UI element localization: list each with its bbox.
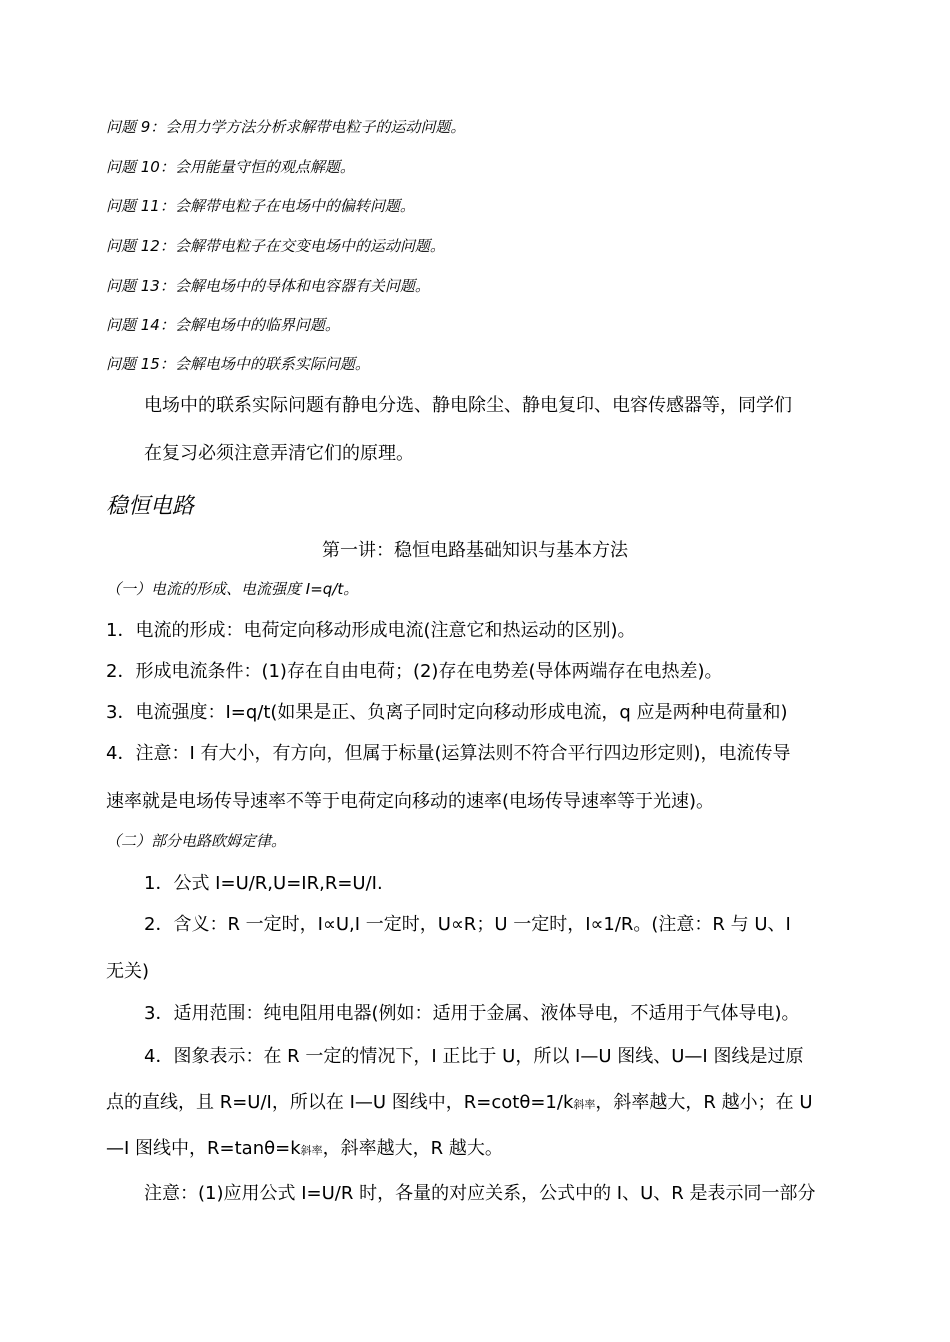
paragraph-line: 1．电流的形成：电荷定向移动形成电流(注意它和热运动的区别)。 [106,620,636,641]
text-run: 点的直线，且 R=U/I，所以在 I—U 图线中，R=cotθ=1/k [106,1092,574,1113]
paragraph-line: 4．图象表示：在 R 一定的情况下，I 正比于 U，所以 I—U 图线、U—I 图线是过原 [144,1046,804,1067]
paragraph-line: 4．注意：I 有大小，有方向，但属于标量(运算法则不符合平行四边形定则)，电流传导 [106,743,791,764]
paragraph-line: 3．电流强度：I=q/t(如果是正、负离子同时定向移动形成电流，q 应是两种电荷量和) [106,702,788,723]
question-item: 问题 11：会解带电粒子在电场中的偏转问题。 [106,197,415,215]
lecture-title: 第一讲：稳恒电路基础知识与基本方法 [322,540,628,561]
text-run: ，斜率越大，R 越小；在 U [595,1092,813,1113]
intro-paragraph-line: 电场中的联系实际问题有静电分选、静电除尘、静电复印、电容传感器等，同学们 [144,395,792,416]
intro-paragraph-line: 在复习必须注意弄清它们的原理。 [144,443,414,464]
subscript: 斜率 [573,1098,596,1111]
paragraph-line [106,1088,813,1114]
text-run: ，斜率越大，R 越大。 [322,1138,503,1159]
question-item: 问题 12：会解带电粒子在交变电场中的运动问题。 [106,237,445,255]
section-title: 稳恒电路 [106,494,195,519]
text-run: —I 图线中，R=tanθ=k [106,1138,301,1159]
question-item: 问题 14：会解电场中的临界问题。 [106,316,340,334]
paragraph-line: 2．含义：R 一定时，I∝U,I 一定时，U∝R；U 一定时，I∝1/R。(注意：R 与 U、I [144,914,791,935]
paragraph-line: 无关) [106,961,150,982]
question-item: 问题 15：会解电场中的联系实际问题。 [106,355,370,373]
question-item: 问题 9：会用力学方法分析求解带电粒子的运动问题。 [106,118,466,136]
paragraph-line [106,1134,503,1160]
question-item: 问题 13：会解电场中的导体和电容器有关问题。 [106,277,430,295]
subsection-heading: （二）部分电路欧姆定律。 [106,832,287,850]
paragraph-line: 1．公式 I=U/R,U=IR,R=U/I. [144,873,383,894]
paragraph-line: 3．适用范围：纯电阻用电器(例如：适用于金属、液体导电，不适用于气体导电)。 [144,1003,800,1024]
subscript: 斜率 [300,1144,323,1157]
paragraph-line: 2．形成电流条件：(1)存在自由电荷；(2)存在电势差(导体两端存在电热差)。 [106,661,723,682]
paragraph-line: 注意：(1)应用公式 I=U/R 时，各量的对应关系，公式中的 I、U、R 是表示同一部分 [144,1183,816,1204]
subsection-heading: （一）电流的形成、电流强度 I=q/t。 [106,580,359,598]
paragraph-line: 速率就是电场传导速率不等于电荷定向移动的速率(电场传导速率等于光速)。 [106,791,715,812]
question-item: 问题 10：会用能量守恒的观点解题。 [106,158,355,176]
